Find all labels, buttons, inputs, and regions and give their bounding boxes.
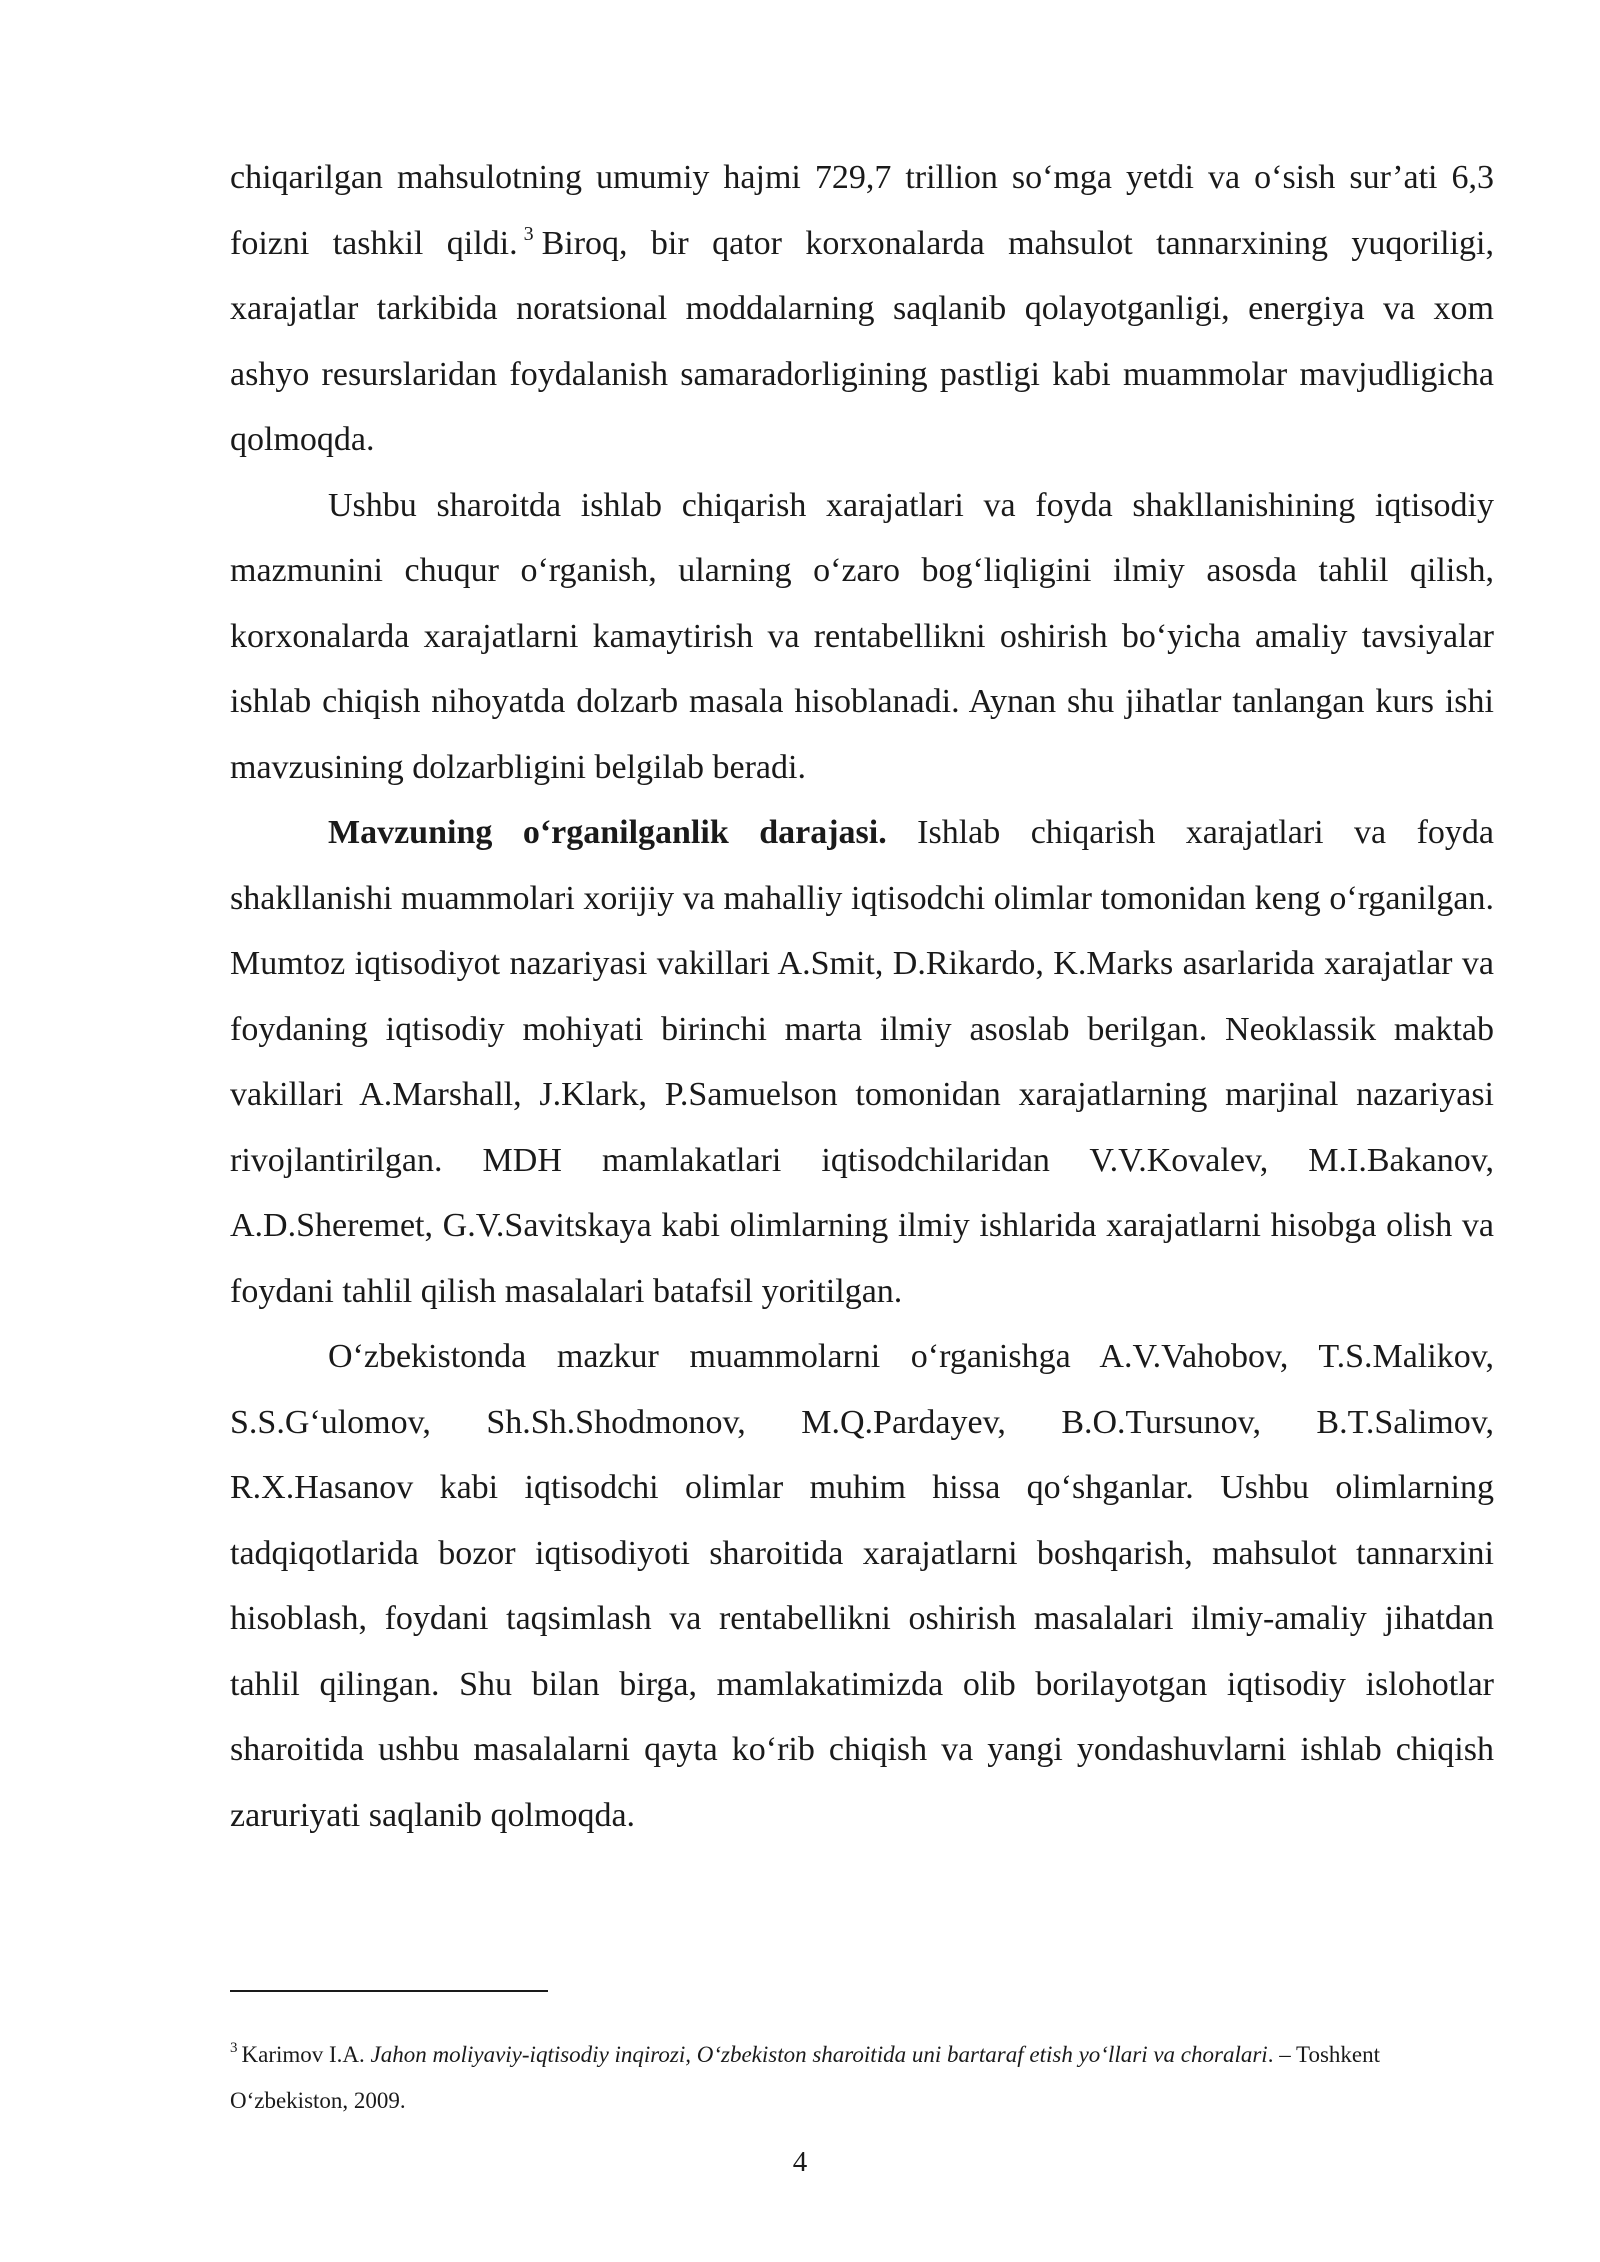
section-heading: Mavzuning o‘rganilganlik darajasi. <box>328 814 887 851</box>
footnote-separator <box>230 1990 548 1992</box>
paragraph-1-text-b: Biroq, bir qator korxonalarda mahsulot tannarxining yuqoriligi, xarajatlar tarkibida noratsional moddalarning saqlanib qolayotganligi, energiya va xom ashyo resurslaridan foydalanish samaradorligining pastligi kabi muammolar mavjudligicha qolmoqda. <box>230 224 1494 458</box>
footnote-title: Jahon moliyaviy-iqtisodiy inqirozi, O‘zbekiston sharoitida uni bartaraf etish yo‘llari va choralari <box>370 2042 1268 2067</box>
page-number: 4 <box>792 2146 808 2178</box>
paragraph-4: O‘zbekistonda mazkur muammolarni o‘rganishga A.V.Vahobov, T.S.Malikov, S.S.G‘ulomov, Sh.Sh.Shodmonov, M.Q.Pardayev, B.O.Tursunov, B.T.Salimov, R.X.Hasanov kabi iqtisodchi olimlar muhim hissa qo‘shganlar. Ushbu olimlarning tadqiqotlarida bozor iqtisodiyoti sharoitida xarajatlarni boshqarish, mahsulot tannarxini hisoblash, foydani taqsimlash va rentabellikni oshirish masalalari ilmiy-amaliy jihatdan tahlil qilingan. Shu bilan birga, mamlakatimizda olib borilayotgan iqtisodiy islohotlar sharoitida ushbu masalalarni qayta ko‘rib chiqish va yangi yondashuvlarni ishlab chiqish zaruriyati saqlanib qolmoqda. <box>230 1338 1494 1834</box>
paragraph-3-text: Ishlab chiqarish xarajatlari va foyda shakllanishi muammolari xorijiy va mahalliy iqtisodchi olimlar tomonidan keng o‘rganilgan. Mumtoz iqtisodiyot nazariyasi vakillari A.Smit, D.Rikardo, K.Marks asarlarida xarajatlar va foydaning iqtisodiy mohiyati birinchi marta ilmiy asoslab berilgan. Neoklassik maktab vakillari A.Marshall, J.Klark, P.Samuelson tomonidan xarajatlarning marjinal nazariyasi rivojlantirilgan. MDH mamlakatlari iqtisodchilaridan V.V.Kovalev, M.I.Bakanov, A.D.Sheremet, G.V.Savitskaya kabi olimlarning ilmiy ishlarida xarajatlarni hisobga olish va foydani tahlil qilish masalalari batafsil yoritilgan. <box>230 814 1495 1310</box>
paragraph-2: Ushbu sharoitda ishlab chiqarish xarajatlari va foyda shakllanishining iqtisodiy mazmunini chuqur o‘rganish, ularning o‘zaro bog‘liqligini ilmiy asosda tahlil qilish, korxonalarda xarajatlarni kamaytirish va rentabellikni oshirish bo‘yicha amaliy tavsiyalar ishlab chiqish nihoyatda dolzarb masala hisoblanadi. Aynan shu jihatlar tanlangan kurs ishi mavzusining dolzarbligini belgilab beradi. <box>230 486 1494 786</box>
footnote-number: 3 <box>230 2040 238 2056</box>
paragraph-3 <box>230 800 1494 1324</box>
footnote-reference[interactable]: 3 <box>523 222 534 245</box>
footnote-publisher: . – Toshkent O‘zbekiston, 2009. <box>230 2042 1381 2113</box>
paragraph-1 <box>230 145 1494 473</box>
footnote-author: Karimov I.A. <box>241 2042 365 2067</box>
footnote <box>230 2032 1494 2124</box>
page-body <box>230 145 1494 1848</box>
paragraph-1-text-a: chiqarilgan mahsulotning umumiy hajmi 729,7 trillion so‘mga yetdi va o‘sish sur’ati 6,3 foizni tashkil qildi. <box>230 159 1494 262</box>
